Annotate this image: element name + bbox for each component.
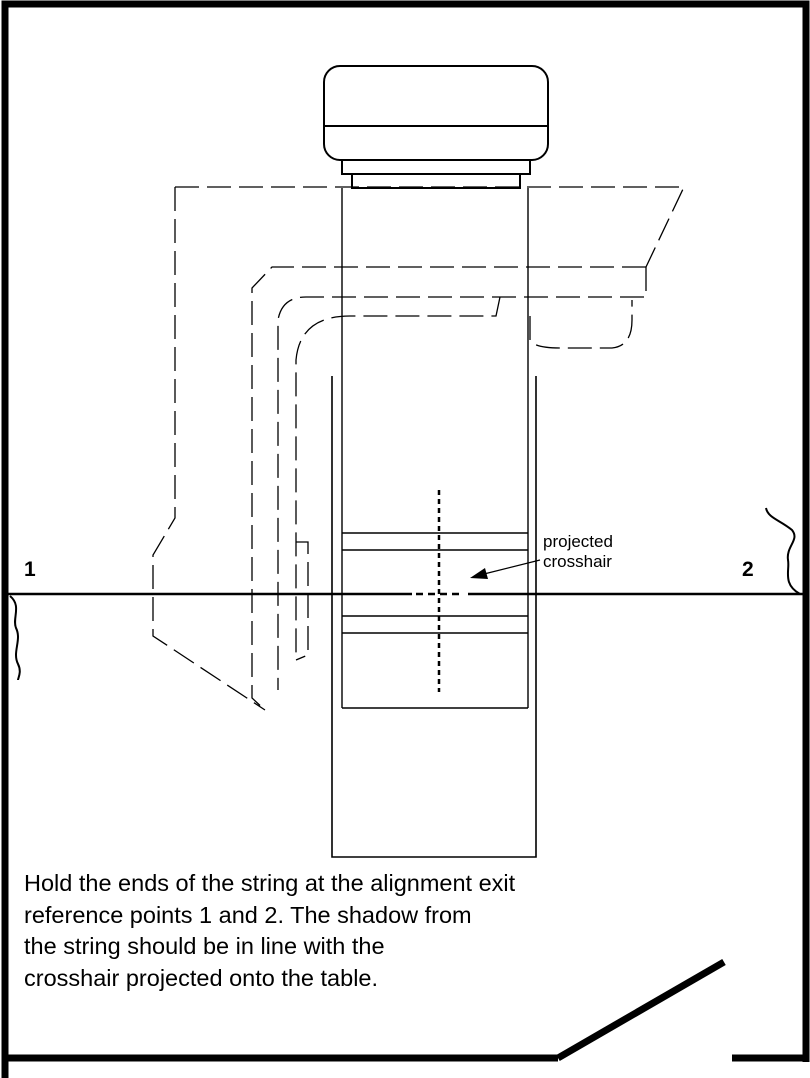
lamp-head: [324, 66, 548, 188]
caption-line-4: crosshair projected onto the table.: [24, 964, 379, 991]
phantom-arm: [153, 187, 684, 710]
callout-label-line1: projected: [543, 532, 613, 551]
caption-line-1: Hold the ends of the string at the alignment exit: [24, 870, 516, 896]
string-end-right: [766, 508, 800, 594]
reference-point-2-label: 2: [742, 558, 754, 581]
tube: [342, 188, 528, 708]
instruction-caption: [24, 868, 624, 994]
reference-point-1-label: 1: [24, 558, 36, 581]
caption-line-3: the string should be in line with the: [24, 933, 385, 959]
callout-label-line2: crosshair: [543, 552, 612, 571]
string-end-left: [10, 596, 20, 680]
caption-line-2: reference points 1 and 2. The shadow from: [24, 901, 472, 928]
callout-arrow: [470, 560, 540, 579]
